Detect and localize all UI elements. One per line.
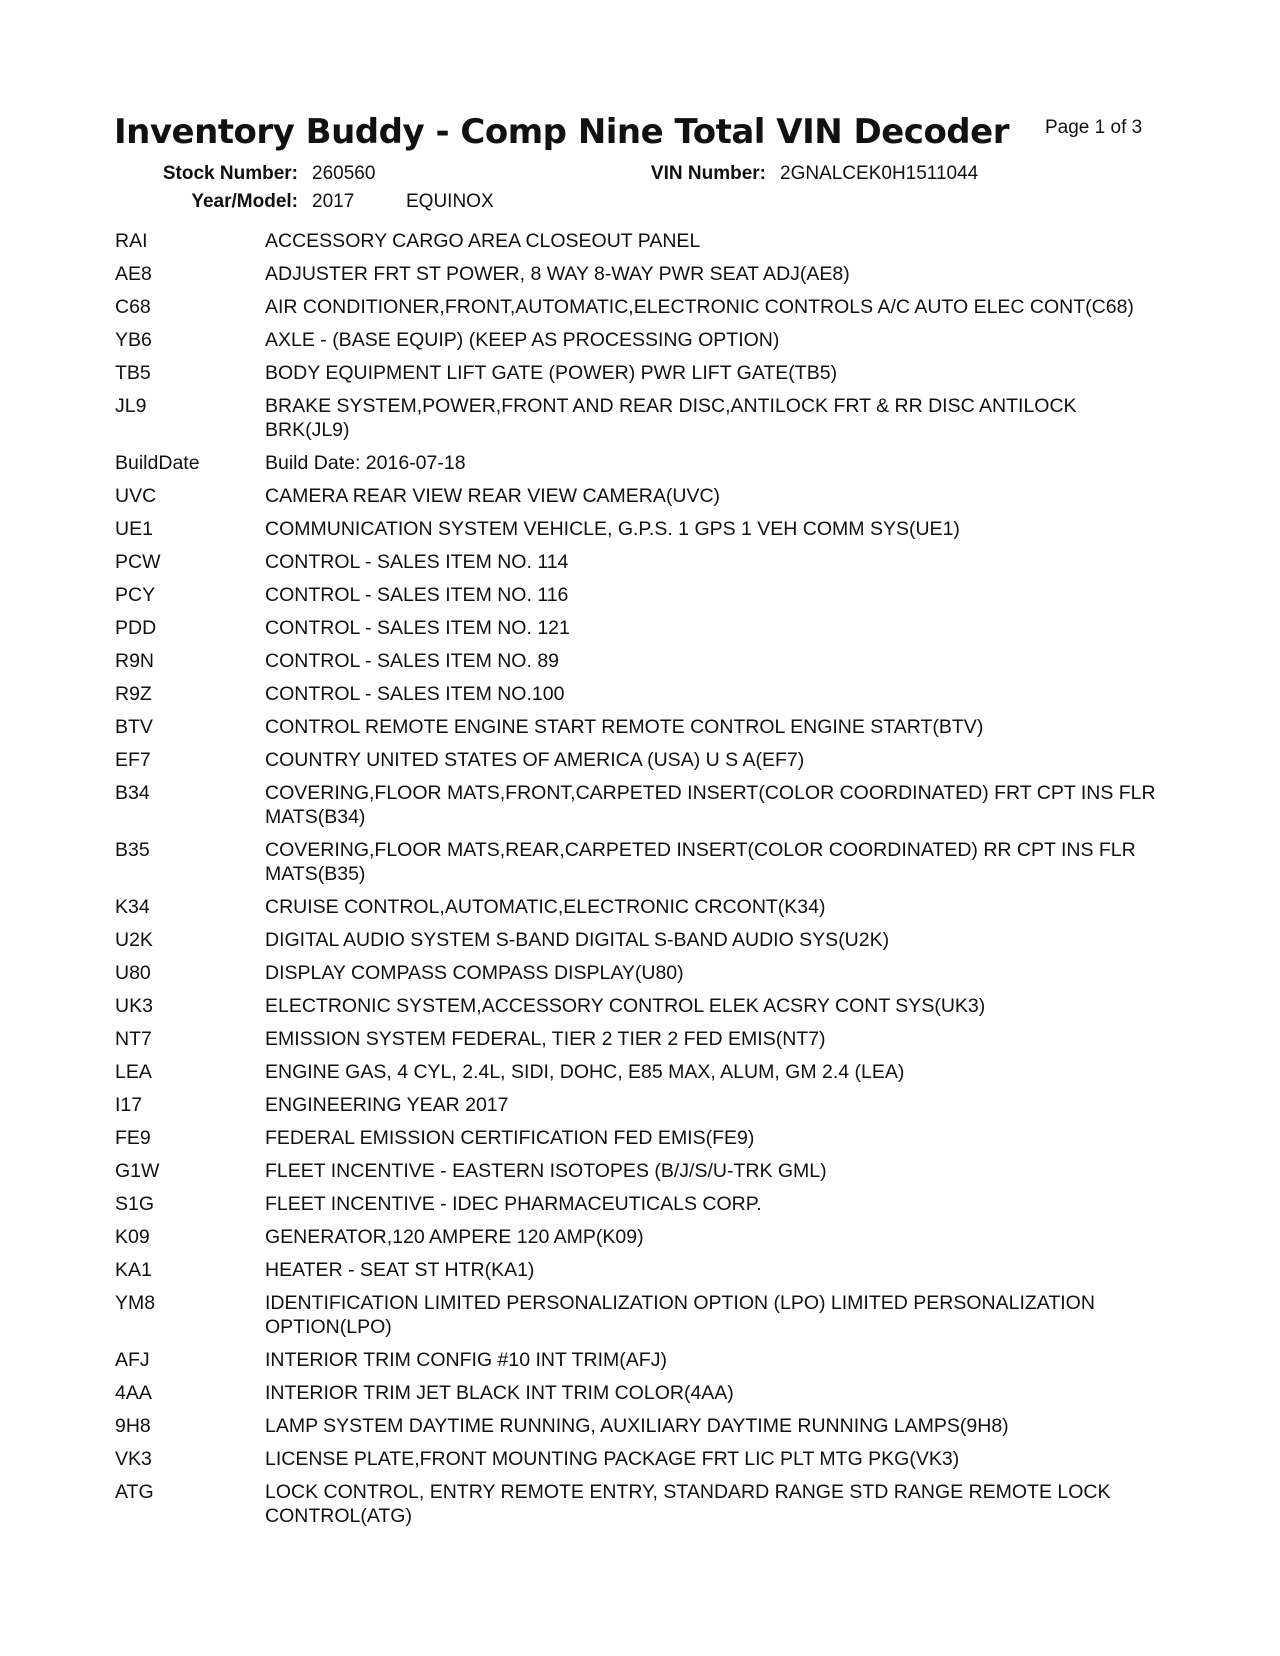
option-code: TB5 [115, 362, 151, 384]
option-description: ELECTRONIC SYSTEM,ACCESSORY CONTROL ELEK ACSRY CONT SYS(UK3) [265, 995, 986, 1017]
option-description: ACCESSORY CARGO AREA CLOSEOUT PANEL [265, 230, 701, 252]
option-row [115, 1126, 1175, 1159]
option-description: COMMUNICATION SYSTEM VEHICLE, G.P.S. 1 GPS 1 VEH COMM SYS(UE1) [265, 518, 960, 540]
option-row [115, 928, 1175, 961]
option-row [115, 895, 1175, 928]
option-row [115, 1414, 1175, 1447]
option-row [115, 394, 1175, 451]
option-description: FLEET INCENTIVE - EASTERN ISOTOPES (B/J/S/U-TRK GML) [265, 1160, 827, 1182]
option-row [115, 748, 1175, 781]
option-code: VK3 [115, 1448, 152, 1470]
option-description: CONTROL - SALES ITEM NO.100 [265, 683, 565, 705]
option-row [115, 583, 1175, 616]
option-row [115, 715, 1175, 748]
option-description: ENGINE GAS, 4 CYL, 2.4L, SIDI, DOHC, E85 MAX, ALUM, GM 2.4 (LEA) [265, 1061, 905, 1083]
option-row [115, 961, 1175, 994]
option-row [115, 616, 1175, 649]
option-description: CONTROL - SALES ITEM NO. 116 [265, 584, 569, 606]
option-code: B35 [115, 839, 150, 861]
option-description: AIR CONDITIONER,FRONT,AUTOMATIC,ELECTRONIC CONTROLS A/C AUTO ELEC CONT(C68) [265, 296, 1134, 318]
option-description: LOCK CONTROL, ENTRY REMOTE ENTRY, STANDARD RANGE STD RANGE REMOTE LOCK CONTROL(ATG) [265, 1481, 1111, 1527]
option-code: AE8 [115, 263, 152, 285]
option-description: CONTROL REMOTE ENGINE START REMOTE CONTROL ENGINE START(BTV) [265, 716, 984, 738]
option-description: FEDERAL EMISSION CERTIFICATION FED EMIS(FE9) [265, 1127, 755, 1149]
option-code: YB6 [115, 329, 152, 351]
option-row [115, 517, 1175, 550]
option-list [115, 229, 1175, 1537]
stock-number-value: 260560 [312, 163, 376, 184]
option-code: LEA [115, 1061, 152, 1083]
option-row [115, 1192, 1175, 1225]
option-code: S1G [115, 1193, 155, 1215]
option-code: B34 [115, 782, 150, 804]
option-row [115, 1093, 1175, 1126]
option-description: FLEET INCENTIVE - IDEC PHARMACEUTICALS CORP. [265, 1193, 762, 1215]
option-row [115, 328, 1175, 361]
option-description: INTERIOR TRIM CONFIG #10 INT TRIM(AFJ) [265, 1349, 667, 1371]
option-code: BuildDate [115, 452, 200, 474]
option-description: LICENSE PLATE,FRONT MOUNTING PACKAGE FRT LIC PLT MTG PKG(VK3) [265, 1448, 960, 1470]
option-code: U80 [115, 962, 151, 984]
option-code: PCY [115, 584, 156, 606]
option-description: CONTROL - SALES ITEM NO. 89 [265, 650, 560, 672]
option-row [115, 1480, 1175, 1537]
year-value: 2017 [312, 191, 355, 212]
option-row [115, 451, 1175, 484]
option-description: AXLE - (BASE EQUIP) (KEEP AS PROCESSING OPTION) [265, 329, 780, 351]
option-row [115, 229, 1175, 262]
option-code: 9H8 [115, 1415, 151, 1437]
option-description: DIGITAL AUDIO SYSTEM S-BAND DIGITAL S-BAND AUDIO SYS(U2K) [265, 929, 890, 951]
option-row [115, 838, 1175, 895]
option-description: INTERIOR TRIM JET BLACK INT TRIM COLOR(4AA) [265, 1382, 734, 1404]
option-description: HEATER - SEAT ST HTR(KA1) [265, 1259, 535, 1281]
option-code: UVC [115, 485, 157, 507]
page-number: Page 1 of 3 [1045, 117, 1143, 138]
option-row [115, 262, 1175, 295]
option-description: DISPLAY COMPASS COMPASS DISPLAY(U80) [265, 962, 684, 984]
page-title: Inventory Buddy - Comp Nine Total VIN Decoder [114, 112, 1009, 152]
option-code: ATG [115, 1481, 154, 1503]
option-row [115, 550, 1175, 583]
option-description: COUNTRY UNITED STATES OF AMERICA (USA) U S A(EF7) [265, 749, 805, 771]
stock-number-label: Stock Number: [162, 163, 298, 184]
option-code: I17 [115, 1094, 143, 1116]
option-code: RAI [115, 230, 148, 252]
option-description: IDENTIFICATION LIMITED PERSONALIZATION OPTION (LPO) LIMITED PERSONALIZATION OPTION(LPO) [265, 1292, 1095, 1338]
option-row [115, 1381, 1175, 1414]
option-row [115, 682, 1175, 715]
option-code: YM8 [115, 1292, 156, 1314]
option-row [115, 1258, 1175, 1291]
option-row [115, 1159, 1175, 1192]
option-code: K09 [115, 1226, 150, 1248]
option-code: EF7 [115, 749, 151, 771]
vin-number-label: VIN Number: [650, 163, 766, 184]
option-code: R9Z [115, 683, 152, 705]
option-description: COVERING,FLOOR MATS,REAR,CARPETED INSERT(COLOR COORDINATED) RR CPT INS FLR MATS(B35) [265, 839, 1136, 885]
option-row [115, 1060, 1175, 1093]
option-row [115, 649, 1175, 682]
option-code: FE9 [115, 1127, 151, 1149]
option-row [115, 1348, 1175, 1381]
option-code: UK3 [115, 995, 153, 1017]
option-description: ADJUSTER FRT ST POWER, 8 WAY 8-WAY PWR SEAT ADJ(AE8) [265, 263, 850, 285]
option-code: PDD [115, 617, 157, 639]
option-code: AFJ [115, 1349, 150, 1371]
option-description: EMISSION SYSTEM FEDERAL, TIER 2 TIER 2 FED EMIS(NT7) [265, 1028, 826, 1050]
option-code: NT7 [115, 1028, 152, 1050]
option-description: LAMP SYSTEM DAYTIME RUNNING, AUXILIARY DAYTIME RUNNING LAMPS(9H8) [265, 1415, 1009, 1437]
option-description: CRUISE CONTROL,AUTOMATIC,ELECTRONIC CRCONT(K34) [265, 896, 826, 918]
option-description: COVERING,FLOOR MATS,FRONT,CARPETED INSERT(COLOR COORDINATED) FRT CPT INS FLR MATS(B34) [265, 782, 1156, 828]
vin-number-value: 2GNALCEK0H1511044 [780, 163, 979, 184]
option-row [115, 781, 1175, 838]
option-code: UE1 [115, 518, 153, 540]
option-code: PCW [115, 551, 161, 573]
option-code: C68 [115, 296, 151, 318]
option-description: ENGINEERING YEAR 2017 [265, 1094, 509, 1116]
option-code: BTV [115, 716, 153, 738]
option-row [115, 1225, 1175, 1258]
model-value: EQUINOX [406, 191, 494, 212]
option-row [115, 1447, 1175, 1480]
option-row [115, 484, 1175, 517]
option-code: KA1 [115, 1259, 152, 1281]
option-code: U2K [115, 929, 153, 951]
option-code: R9N [115, 650, 155, 672]
option-row [115, 1027, 1175, 1060]
year-model-label: Year/Model: [191, 191, 298, 212]
option-row [115, 295, 1175, 328]
option-description: CONTROL - SALES ITEM NO. 114 [265, 551, 569, 573]
option-description: GENERATOR,120 AMPERE 120 AMP(K09) [265, 1226, 644, 1248]
option-description: CONTROL - SALES ITEM NO. 121 [265, 617, 570, 639]
option-code: K34 [115, 896, 150, 918]
option-description: Build Date: 2016-07-18 [265, 452, 466, 474]
option-row [115, 994, 1175, 1027]
option-code: G1W [115, 1160, 160, 1182]
option-description: BRAKE SYSTEM,POWER,FRONT AND REAR DISC,ANTILOCK FRT & RR DISC ANTILOCK BRK(JL9) [265, 395, 1077, 441]
option-description: BODY EQUIPMENT LIFT GATE (POWER) PWR LIFT GATE(TB5) [265, 362, 838, 384]
option-row [115, 1291, 1175, 1348]
option-code: JL9 [115, 395, 147, 417]
option-code: 4AA [115, 1382, 152, 1404]
option-description: CAMERA REAR VIEW REAR VIEW CAMERA(UVC) [265, 485, 721, 507]
option-row [115, 361, 1175, 394]
